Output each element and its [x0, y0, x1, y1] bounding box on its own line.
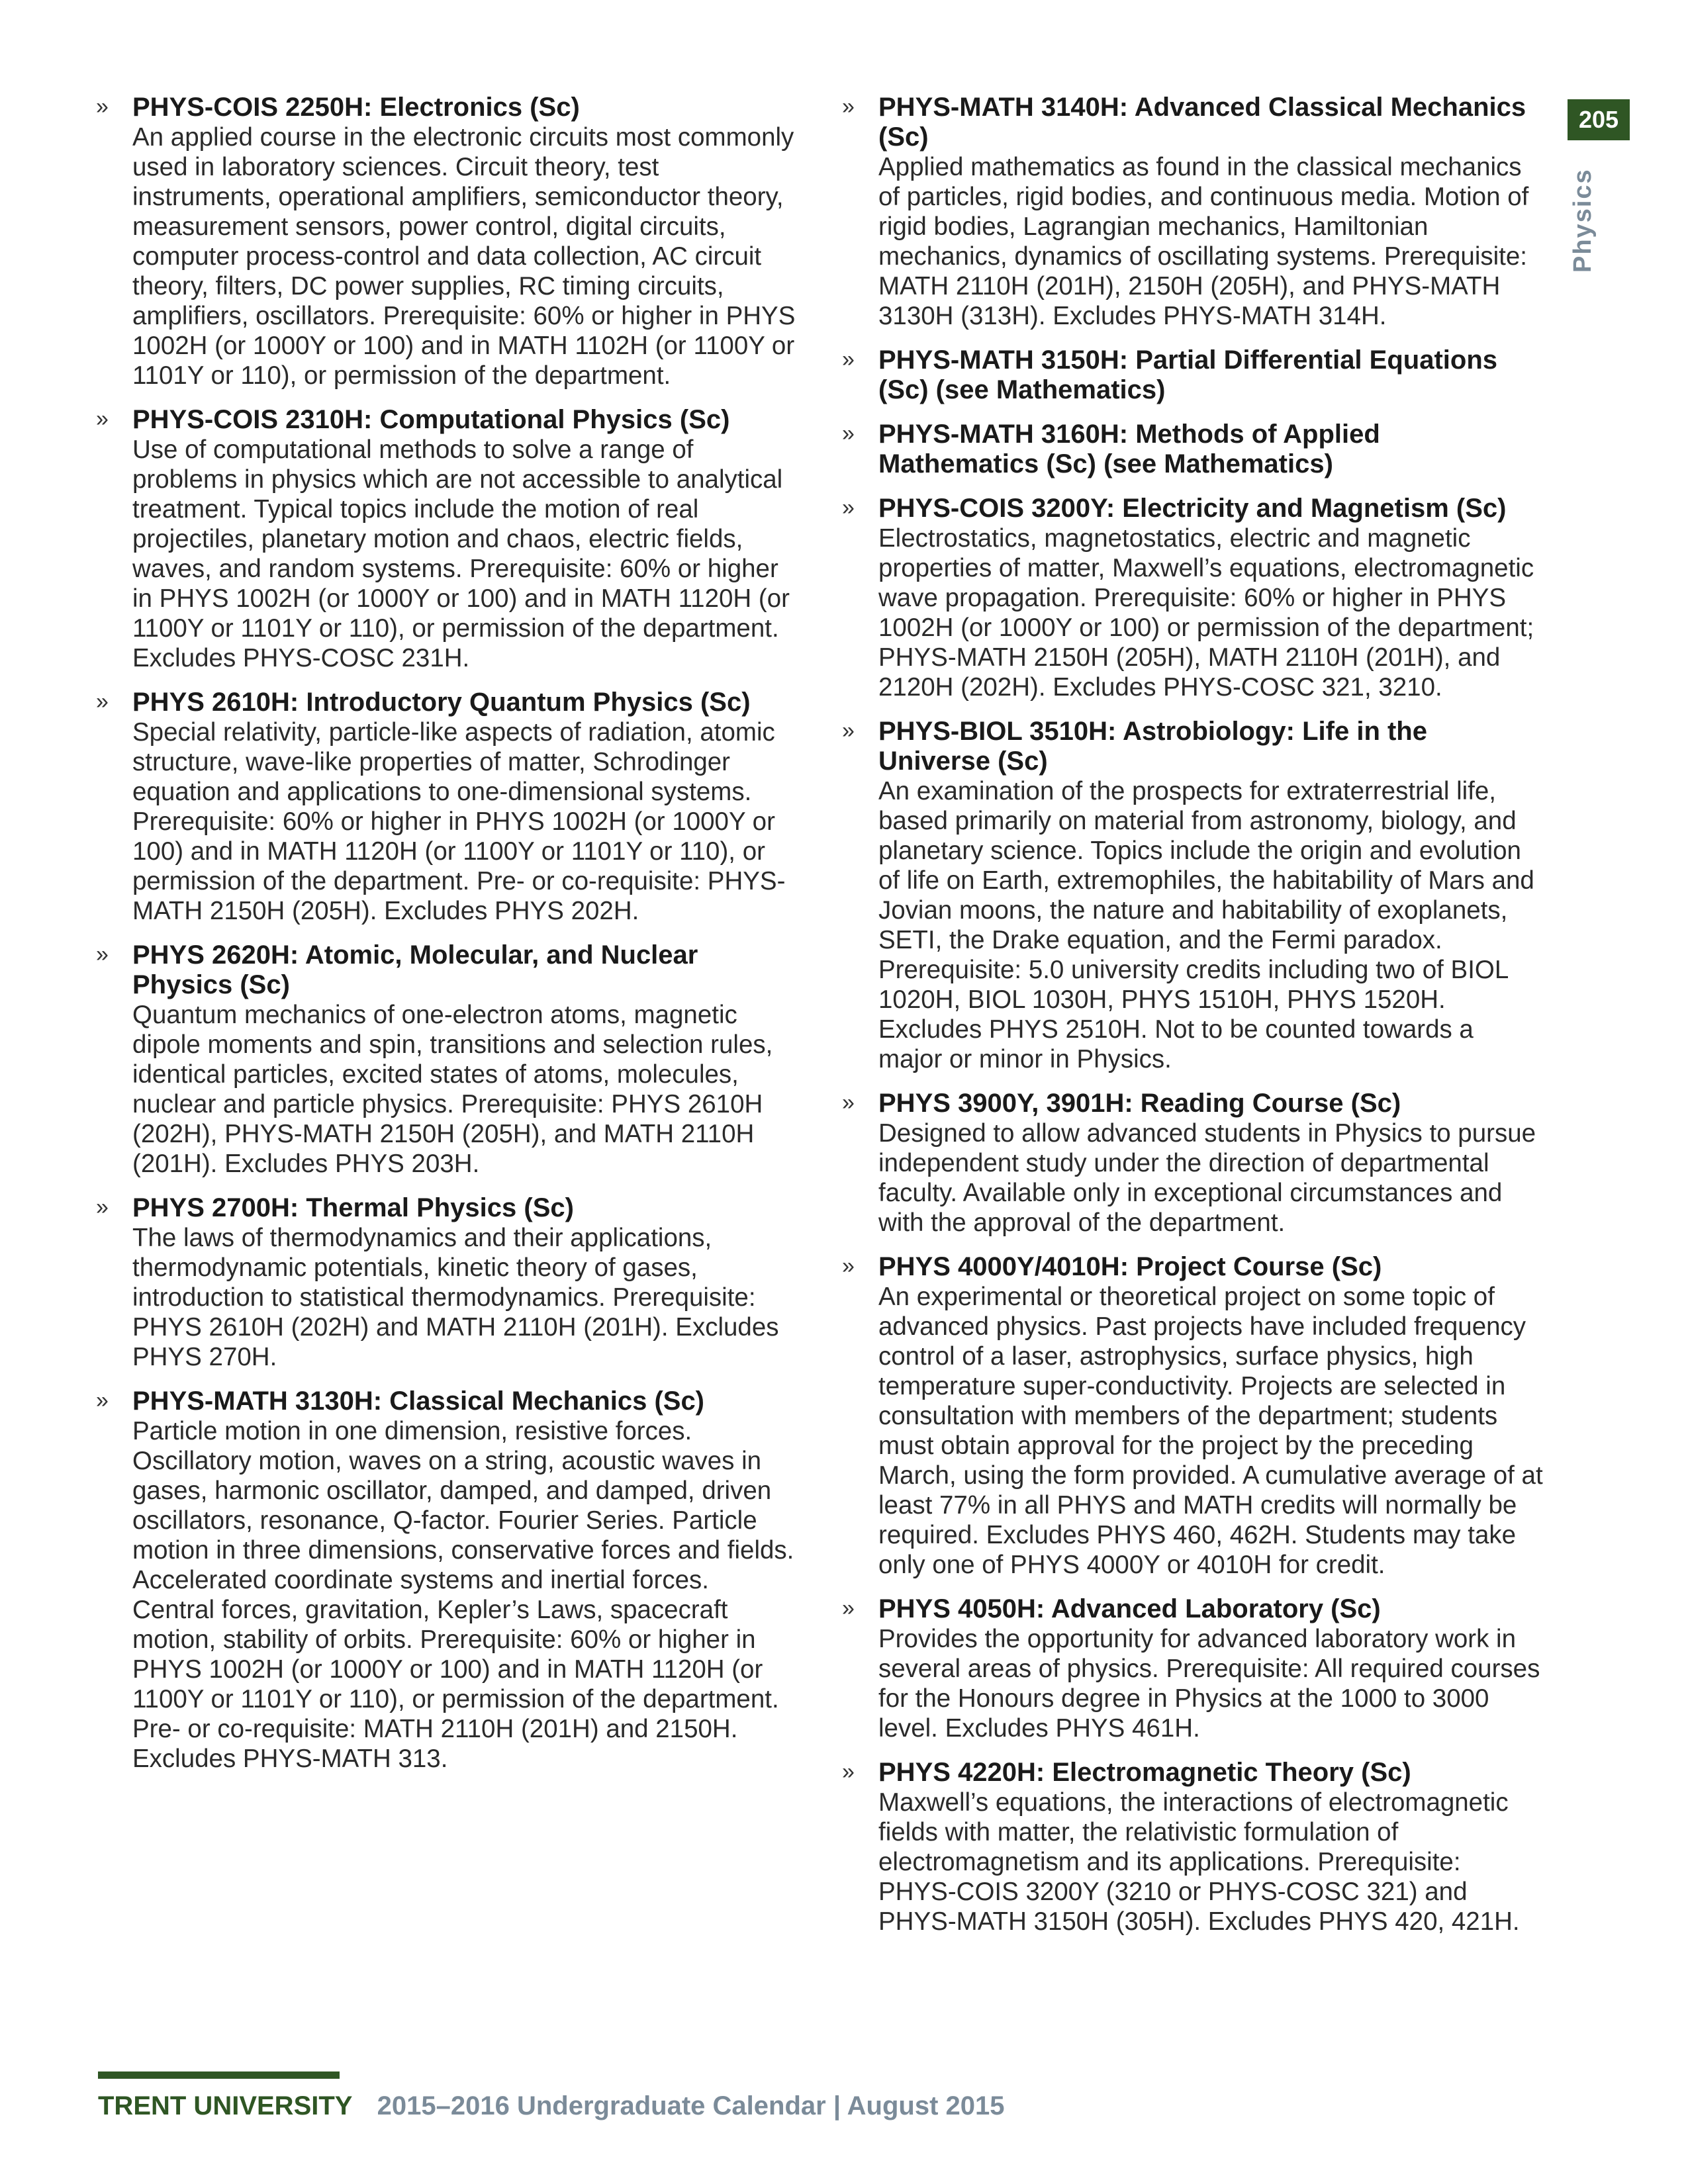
page-number: 205 [1568, 99, 1630, 140]
course-entry [96, 93, 798, 390]
bullet-icon: » [96, 94, 109, 119]
course-entry [842, 93, 1544, 331]
bullet-icon: » [96, 1388, 109, 1413]
course-description: Provides the opportunity for advanced laboratory work in several areas of physics. Prerequisite: All required courses for the Honours degree in Physics at the 1000 to 3000 level. Excludes PHYS 461H. [878, 1625, 1540, 1743]
course-title: PHYS-MATH 3150H: Partial Differential Equations (Sc) (see Mathematics) [878, 345, 1497, 404]
course-description: Maxwell’s equations, the interactions of electromagnetic fields with matter, the relativistic formulation of electromagnetism and its applications. Prerequisite: PHYS-COIS 3200Y (3210 or PHYS-COSC 321) and PHYS-MATH 3150H (305H). Excludes PHYS 420, 421H. [878, 1788, 1520, 1936]
course-entry [842, 1089, 1544, 1238]
course-entry [96, 940, 798, 1179]
bullet-icon: » [96, 942, 109, 967]
bullet-icon: » [842, 421, 855, 446]
bullet-icon: » [842, 1596, 855, 1621]
course-description: Particle motion in one dimension, resistive forces. Oscillatory motion, waves on a string, acoustic waves in gases, harmonic oscillator, damped, and damped, driven oscillators, resonance, Q-factor. Fourier Series. Particle motion in three dimensions, conservative forces and fields. Accelerated coordinate systems and inertial forces. Central forces, gravitation, Kepler’s Laws, spacecraft motion, stability of orbits. Prerequisite: 60% or higher in PHYS 1002H (or 1000Y or 100) and in MATH 1120H (or 1100Y or 1101Y or 110), or permission of the department. Pre- or co-requisite: MATH 2110H (201H) and 2150H. Excludes PHYS-MATH 313. [132, 1417, 794, 1773]
bullet-icon: » [96, 689, 109, 714]
course-description: Use of computational methods to solve a range of problems in physics which are not accessible to analytical treatment. Typical topics include the motion of real projectiles, planetary motion and chaos, electric fields, waves, and random systems. Prerequisite: 60% or higher in PHYS 1002H (or 1000Y or 100) and in MATH 1120H (or 1100Y or 1101Y or 110), or permission of the department. Excludes PHYS-COSC 231H. [132, 435, 790, 672]
course-description: Designed to allow advanced students in Physics to pursue independent study under the direction of departmental faculty. Available only in exceptional circumstances and with the approval of the department. [878, 1119, 1536, 1237]
course-description: Special relativity, particle-like aspects of radiation, atomic structure, wave-like properties of matter, Schrodinger equation and applications to one-dimensional systems. Prerequisite: 60% or higher in PHYS 1002H (or 1000Y or 100) and in MATH 1120H (or 1100Y or 1101Y or 110), or permission of the department. Pre- or co-requisite: PHYS-MATH 2150H (205H). Excludes PHYS 202H. [132, 718, 786, 925]
left-column [96, 93, 798, 1788]
footer-university: TRENT UNIVERSITY [98, 2091, 353, 2120]
course-description: Electrostatics, magnetostatics, electric and magnetic properties of matter, Maxwell’s equations, electromagnetic wave propagation. Prerequisite: 60% or higher in PHYS 1002H (or 1000Y or 100) or permission of the department; PHYS-MATH 2150H (205H), MATH 2110H (201H), and 2120H (202H). Excludes PHYS-COSC 321, 3210. [878, 524, 1534, 702]
course-title: PHYS 4050H: Advanced Laboratory (Sc) [878, 1594, 1381, 1623]
bullet-icon: » [842, 347, 855, 372]
course-entry [842, 1758, 1544, 1936]
course-entry [842, 420, 1544, 479]
course-entry [842, 494, 1544, 702]
course-title: PHYS-COIS 2250H: Electronics (Sc) [132, 93, 580, 122]
course-title: PHYS-MATH 3160H: Methods of Applied Mathematics (Sc) (see Mathematics) [878, 420, 1380, 478]
course-entry [842, 345, 1544, 405]
course-description: An examination of the prospects for extraterrestrial life, based primarily on material from astronomy, biology, and planetary science. Topics include the origin and evolution of life on Earth, extremophiles, the habitability of Mars and Jovian moons, the nature and habitability of exoplanets, SETI, the Drake equation, and the Fermi paradox. Prerequisite: 5.0 university credits including two of BIOL 1020H, BIOL 1030H, PHYS 1510H, PHYS 1520H. Excludes PHYS 2510H. Not to be counted towards a major or minor in Physics. [878, 777, 1534, 1073]
bullet-icon: » [842, 495, 855, 520]
course-entry [96, 1193, 798, 1372]
course-entry [96, 688, 798, 926]
course-description: An applied course in the electronic circuits most commonly used in laboratory sciences. Circuit theory, test instruments, operational amplifiers, semiconductor theory, measurement sensors, power control, digital circuits, computer process-control and data collection, AC circuit theory, filters, DC power supplies, RC timing circuits, amplifiers, oscillators. Prerequisite: 60% or higher in PHYS 1002H (or 1000Y or 100) and in MATH 1102H (or 1100Y or 1101Y or 110), or permission of the department. [132, 123, 796, 390]
course-description: The laws of thermodynamics and their applications, thermodynamic potentials, kinetic theory of gases, introduction to statistical thermodynamics. Prerequisite: PHYS 2610H (202H) and MATH 2110H (201H). Excludes PHYS 270H. [132, 1224, 779, 1371]
bullet-icon: » [842, 718, 855, 743]
footer [98, 2091, 1005, 2121]
bullet-icon: » [96, 1195, 109, 1220]
bullet-icon: » [842, 1759, 855, 1784]
course-description: Quantum mechanics of one-electron atoms, magnetic dipole moments and spin, transitions and selection rules, identical particles, excited states of atoms, molecules, nuclear and particle physics. Prerequisite: PHYS 2610H (202H), PHYS-MATH 2150H (205H), and MATH 2110H (201H). Excludes PHYS 203H. [132, 1001, 773, 1178]
course-entry [96, 405, 798, 673]
course-title: PHYS-COIS 3200Y: Electricity and Magnetism (Sc) [878, 494, 1507, 523]
course-title: PHYS 2700H: Thermal Physics (Sc) [132, 1193, 574, 1222]
course-entry [842, 717, 1544, 1074]
footer-rule [98, 2071, 340, 2079]
course-title: PHYS 4000Y/4010H: Project Course (Sc) [878, 1252, 1382, 1281]
course-entry [842, 1594, 1544, 1743]
course-entry [96, 1387, 798, 1774]
course-title: PHYS 2620H: Atomic, Molecular, and Nuclear Physics (Sc) [132, 940, 698, 999]
course-title: PHYS 2610H: Introductory Quantum Physics (Sc) [132, 688, 751, 717]
course-entry [842, 1252, 1544, 1580]
course-title: PHYS-COIS 2310H: Computational Physics (Sc) [132, 405, 730, 434]
course-title: PHYS-MATH 3140H: Advanced Classical Mechanics (Sc) [878, 93, 1526, 152]
footer-calendar: 2015–2016 Undergraduate Calendar | August 2015 [377, 2091, 1005, 2120]
bullet-icon: » [842, 1090, 855, 1115]
course-description: An experimental or theoretical project on some topic of advanced physics. Past projects have included frequency control of a laser, astrophysics, surface physics, high temperature super-conductivity. Projects are selected in consultation with members of the department; students must obtain approval for the project by the preceding March, using the form provided. A cumulative average of at least 77% in all PHYS and MATH credits will normally be required. Excludes PHYS 460, 462H. Students may take only one of PHYS 4000Y or 4010H for credit. [878, 1283, 1543, 1579]
course-title: PHYS-MATH 3130H: Classical Mechanics (Sc) [132, 1387, 705, 1416]
bullet-icon: » [842, 94, 855, 119]
course-title: PHYS-BIOL 3510H: Astrobiology: Life in the Universe (Sc) [878, 717, 1427, 776]
course-title: PHYS 4220H: Electromagnetic Theory (Sc) [878, 1758, 1411, 1787]
section-label: Physics [1569, 168, 1597, 273]
bullet-icon: » [842, 1253, 855, 1279]
course-description: Applied mathematics as found in the classical mechanics of particles, rigid bodies, and continuous media. Motion of rigid bodies, Lagrangian mechanics, Hamiltonian mechanics, dynamics of oscillating systems. Prerequisite: MATH 2110H (201H), 2150H (205H), and PHYS-MATH 3130H (313H). Excludes PHYS-MATH 314H. [878, 153, 1529, 330]
right-column [842, 93, 1544, 1951]
bullet-icon: » [96, 406, 109, 432]
course-title: PHYS 3900Y, 3901H: Reading Course (Sc) [878, 1089, 1401, 1118]
